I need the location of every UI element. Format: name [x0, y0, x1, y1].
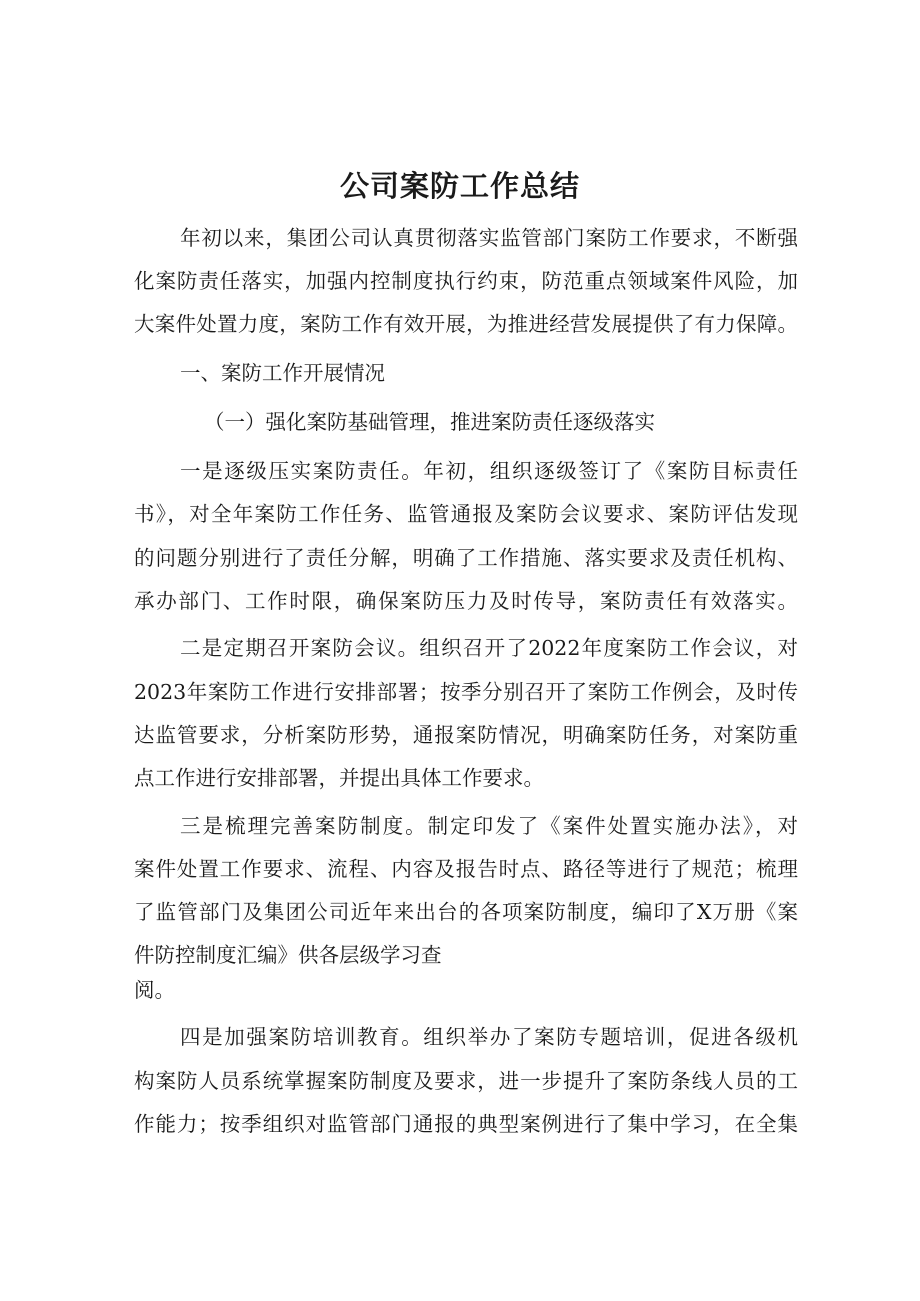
paragraph-line: 三是梳理完善案防制度。制定印发了《案件处置实施办法》，对	[180, 814, 798, 838]
paragraph-line: 四是加强案防培训教育。组织举办了案防专题培训，促进各级机	[180, 1025, 798, 1049]
section-heading: 一、案防工作开展情况	[180, 361, 385, 385]
subsection-heading: （一）强化案防基础管理，推进案防责任逐级落实	[204, 410, 655, 434]
paragraph-line: 案件处置工作要求、流程、内容及报告时点、路径等进行了规范；梳理	[134, 857, 798, 881]
paragraph-line: 承办部门、工作时限，确保案防压力及时传导，案防责任有效落实。	[134, 589, 798, 613]
paragraph-line: 阅。	[134, 978, 175, 1002]
paragraph-line: 2023年案防工作进行安排部署；按季分别召开了案防工作例会，及时传	[134, 680, 798, 704]
paragraph-line: 化案防责任落实，加强内控制度执行约束，防范重点领域案件风险，加	[134, 269, 798, 293]
paragraph-line: 作能力；按季组织对监管部门通报的典型案例进行了集中学习，在全集	[134, 1112, 798, 1136]
paragraph-line: 点工作进行安排部署，并提出具体工作要求。	[134, 766, 544, 790]
paragraph-line: 构案防人员系统掌握案防制度及要求，进一步提升了案防条线人员的工	[134, 1069, 798, 1093]
paragraph-line: 达监管要求，分析案防形势，通报案防情况，明确案防任务，对案防重	[134, 723, 798, 747]
paragraph-line: 一是逐级压实案防责任。年初，组织逐级签订了《案防目标责任	[180, 459, 798, 483]
paragraph-line: 了监管部门及集团公司近年来出台的各项案防制度，编印了X万册《案	[134, 900, 798, 924]
paragraph-line: 大案件处置力度，案防工作有效开展，为推进经营发展提供了有力保障。	[134, 312, 798, 336]
document-title: 公司案防工作总结	[339, 169, 580, 203]
paragraph-line: 年初以来，集团公司认真贯彻落实监管部门案防工作要求，不断强	[180, 226, 798, 250]
paragraph-line: 的问题分别进行了责任分解，明确了工作措施、落实要求及责任机构、	[134, 546, 798, 570]
paragraph-line: 书》，对全年案防工作任务、监管通报及案防会议要求、案防评估发现	[134, 502, 798, 526]
paragraph-line: 件防控制度汇编》供各层级学习查	[134, 943, 442, 967]
paragraph-line: 二是定期召开案防会议。组织召开了2022年度案防工作会议，对	[180, 636, 798, 660]
